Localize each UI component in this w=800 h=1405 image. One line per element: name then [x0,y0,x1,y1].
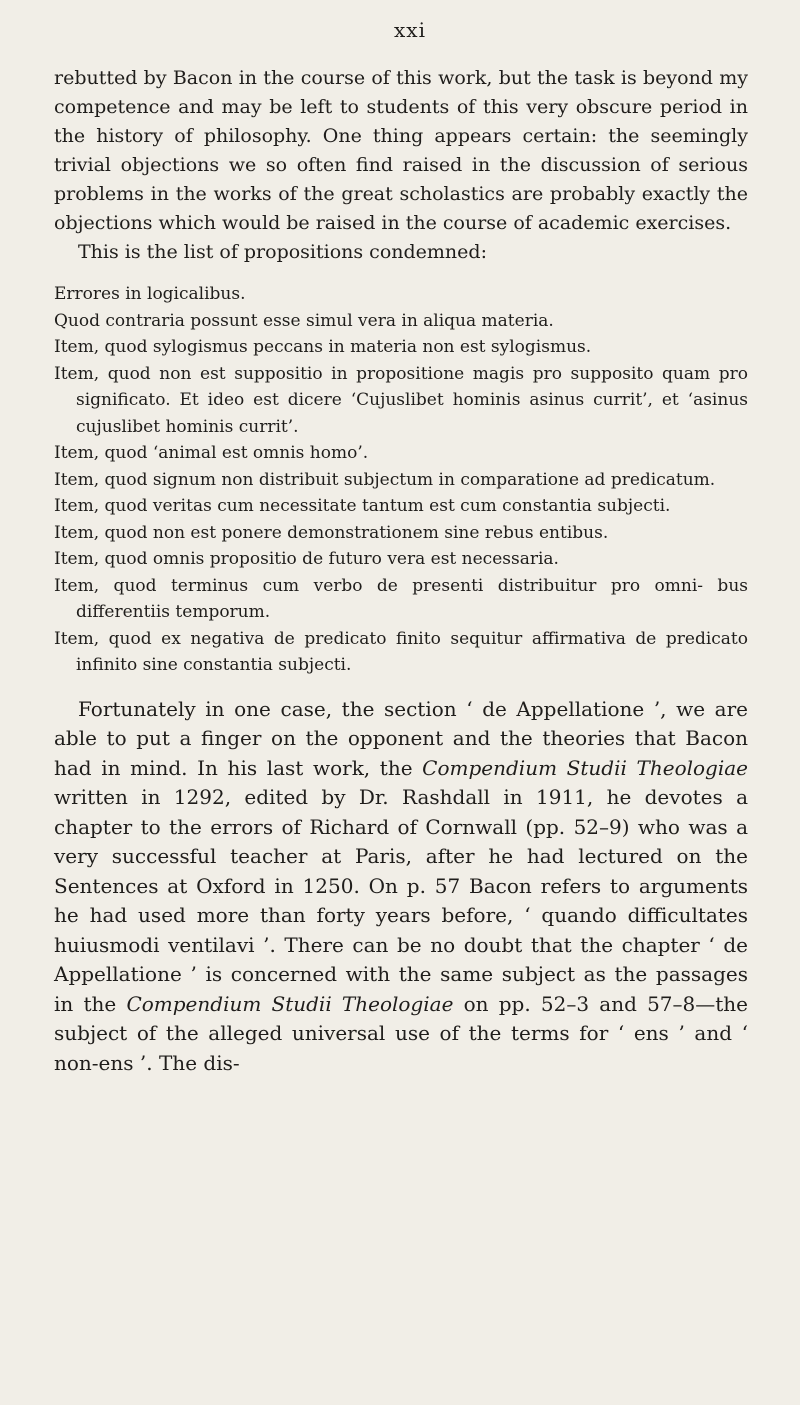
proposition-item: Item, quod ‘animal est omnis homo’. [54,443,369,463]
proposition-item: Quod contraria possunt esse simul vera in aliqua materia. [54,310,554,331]
page-number: xxi [394,18,426,42]
proposition-item: Errores in logicalibus. [54,284,246,304]
proposition-item: Item, quod non est suppositio in propositione magis pro supposito quam pro significato. Et ideo est dicere ‘Cujuslibet hominis asinus currit’, et ‘asinus cujuslibet hominis currit’. [54,363,748,437]
book-title-compendium-1: Compendium Studii Theologiae [422,755,748,780]
body-paragraph-2: This is the list of propositions condemned: [78,241,487,263]
book-title-compendium-2: Compendium Studii Theologiae [126,991,454,1016]
body-paragraph-1: rebutted by Bacon in the course of this work, but the task is beyond my competence and may be left to students of this very obscure period in the history of philosophy. One thing appears certain: the seemingly trivial objections we so often find raised in the discussion of serious problems in the works of the great scholastics are probably exactly the objections which would be raised in the course of academic exercises. [54,67,748,234]
propositions-list [54,281,748,679]
paragraph-3-part-1: Fortunately in one case, the section ‘ de Appellatione ’, we are able to put a finger on the opponent and the theories that Bacon had in mind. In his last work, the [54,696,748,780]
proposition-item: Item, quod non est ponere demonstrationem sine rebus entibus. [54,522,609,543]
paragraph-3-part-2: written in 1292, edited by Dr. Rashdall in 1911, he devotes a chapter to the errors of Richard of Cornwall (pp. 52–9) who was a very successful teacher at Paris, after he had lectured on the Sentences at Oxford in 1250. On p. 57 Bacon refers to arguments he had used more than forty years before, ‘ quando difficultates huiusmodi ventilavi ’. There can be no doubt that the chapter ‘ de Appellatione ’ is concerned with the same subject as the passages in the [54,785,748,1016]
proposition-item: Item, quod terminus cum verbo de presenti distribuitur pro omni- bus differentiis temporum. [54,575,748,622]
proposition-item: Item, quod sylogismus peccans in materia non est sylogismus. [54,337,592,357]
proposition-item: Item, quod veritas cum necessitate tantum est cum constantia subjecti. [54,496,671,516]
body-paragraph-3 [54,695,748,1079]
proposition-item: Item, quod signum non distribuit subjectum in comparatione ad predicatum. [54,469,716,490]
paragraph-3-part-3: on pp. 52–3 and 57–8—the subject of the alleged universal use of the terms for ‘ ens ’ and ‘ non-ens ’. The dis- [54,991,749,1075]
proposition-item: Item, quod omnis propositio de futuro vera est necessaria. [54,549,559,569]
proposition-item: Item, quod ex negativa de predicato finito sequitur affirmativa de predicato infinito sine constantia subjecti. [54,628,748,675]
